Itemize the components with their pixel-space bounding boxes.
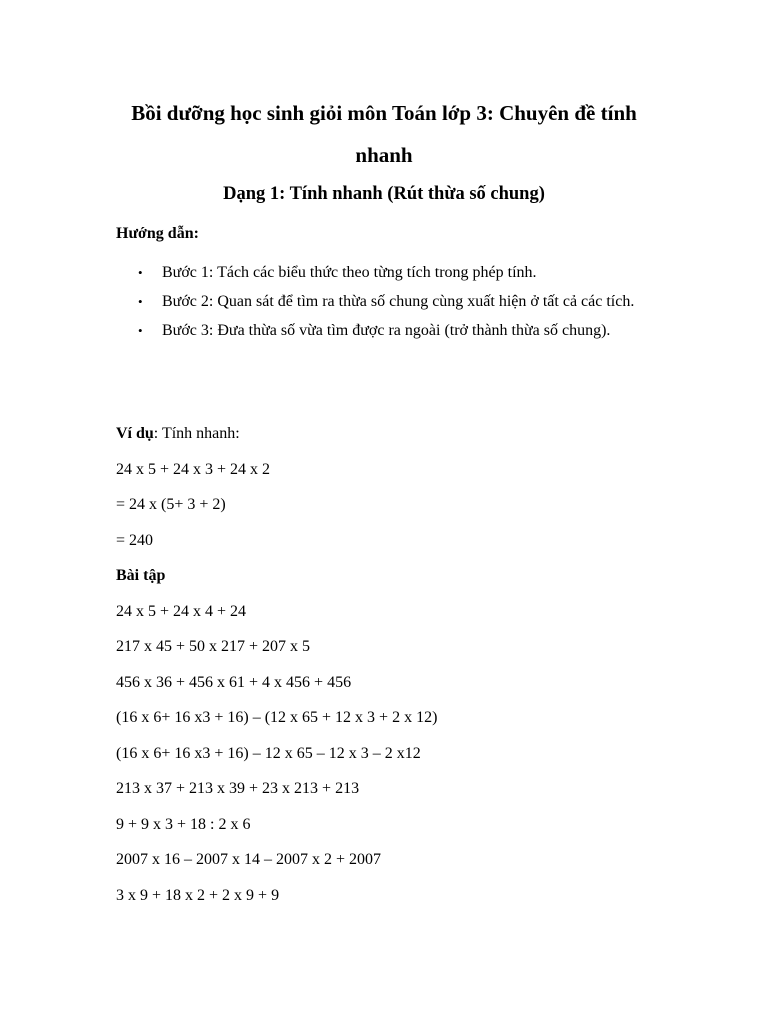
- example-text: : Tính nhanh:: [153, 425, 240, 442]
- example-line: = 24 x (5+ 3 + 2): [116, 496, 226, 513]
- example-line: 24 x 5 + 24 x 3 + 24 x 2: [116, 460, 271, 478]
- exercise-item: (16 x 6+ 16 x3 + 16) – 12 x 65 – 12 x 3 – 2 x12: [116, 744, 421, 762]
- step-text: Bước 2: Quan sát để tìm ra thừa số chung cùng xuất hiện ở tất cả các tích.: [162, 293, 635, 310]
- example-line: = 240: [116, 531, 154, 549]
- exercise-item: 24 x 5 + 24 x 4 + 24: [116, 602, 247, 620]
- section-heading: Dạng 1: Tính nhanh (Rút thừa số chung): [223, 184, 545, 204]
- exercise-item: (16 x 6+ 16 x3 + 16) – (12 x 65 + 12 x 3 + 2 x 12): [116, 709, 438, 726]
- exercise-item: 217 x 45 + 50 x 217 + 207 x 5: [116, 638, 311, 655]
- steps-list: [116, 258, 646, 345]
- exercise-item: 9 + 9 x 3 + 18 : 2 x 6: [116, 815, 251, 833]
- step-text: Bước 3: Đưa thừa số vừa tìm được ra ngoài (trở thành thừa số chung).: [162, 322, 611, 339]
- document-title: Bồi dưỡng học sinh giỏi môn Toán lớp 3: Chuyên đề tính nhanh: [131, 101, 637, 167]
- body-content: [116, 422, 676, 919]
- exercise-item: 3 x 9 + 18 x 2 + 2 x 9 + 9: [116, 886, 280, 904]
- example-label: Ví dụ: [116, 425, 154, 442]
- bullet-icon: •: [138, 265, 143, 280]
- bullet-icon: •: [138, 323, 143, 338]
- exercise-item: 2007 x 16 – 2007 x 14 – 2007 x 2 + 2007: [116, 851, 382, 868]
- exercise-item: 456 x 36 + 456 x 61 + 4 x 456 + 456: [116, 673, 352, 691]
- example-heading: [116, 422, 676, 458]
- step-text: Bước 1: Tách các biểu thức theo từng tích trong phép tính.: [162, 264, 537, 281]
- list-item: [116, 258, 646, 287]
- list-item: [116, 316, 646, 345]
- list-item: [116, 287, 646, 316]
- exercise-item: 213 x 37 + 213 x 39 + 23 x 213 + 213: [116, 780, 360, 797]
- bullet-icon: •: [138, 294, 143, 309]
- guide-label: Hướng dẫn:: [116, 225, 199, 242]
- exercises-heading: Bài tập: [116, 567, 166, 584]
